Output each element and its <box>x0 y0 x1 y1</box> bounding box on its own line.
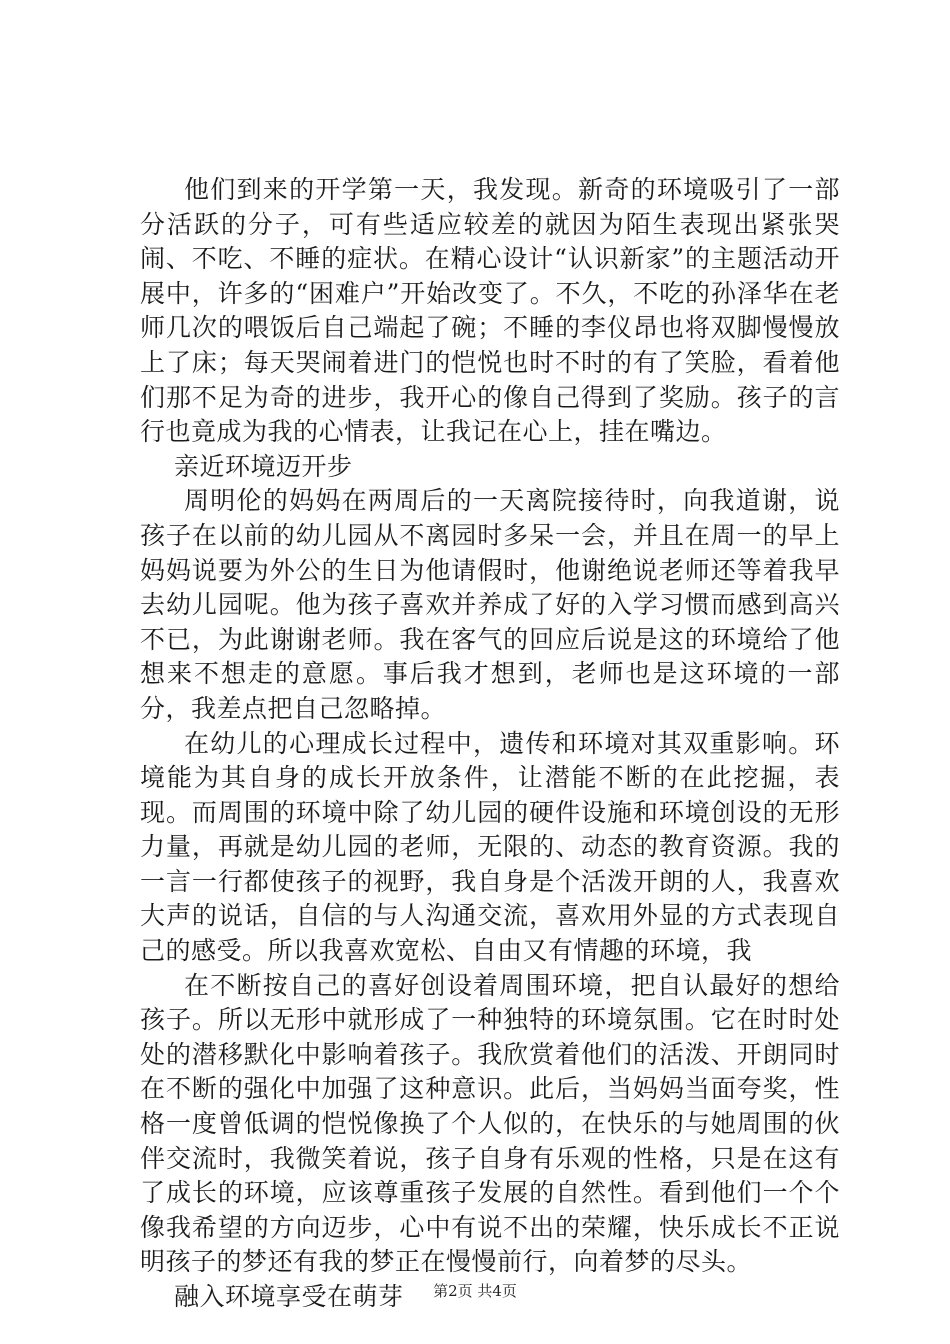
paragraph-parent-thanks: 周明伦的妈妈在两周后的一天离院接待时，向我道谢，说孩子在以前的幼儿园从不离园时多呆一会，并且在周一的早上妈妈说要为外公的生日为他请假时，他谢绝说老师还等着我早去幼儿园呢。他为孩子喜欢并养成了好的入学习惯而感到高兴不已，为此谢谢老师。我在客气的回应后说是这的环境给了他想来不想走的意愿。事后我才想到，老师也是这环境的一部分，我差点把自己忽略掉。 <box>140 486 840 723</box>
section-heading-approach-environment: 亲近环境迈开步 <box>174 451 353 481</box>
section-heading-integrate-environment: 融入环境享受在萌芽 <box>174 1282 404 1311</box>
page-number-footer: 第2页 共4页 <box>433 1282 517 1300</box>
paragraph-heredity-environment: 在幼儿的心理成长过程中，遗传和环境对其双重影响。环境能为其自身的成长开放条件，让潜能不断的在此挖掘，表现。而周围的环境中除了幼儿园的硬件设施和环境创设的无形力量，再就是幼儿园的老师，无限的、动态的教育资源。我的一言一行都使孩子的视野，我自身是个活泼开朗的人，我喜欢大声的说话，自信的与人沟通交流，喜欢用外显的方式表现自己的感受。所以我喜欢宽松、自由又有情趣的环境，我 <box>140 728 840 966</box>
paragraph-creating-environment: 在不断按自己的喜好创设着周围环境，把自认最好的想给孩子。所以无形中就形成了一种独特的环境氛围。它在时时处处的潜移默化中影响着孩子。我欣赏着他们的活泼、开朗同时在不断的强化中加强了这种意识。此后，当妈妈当面夸奖，性格一度曾低调的恺悦像换了个人似的，在快乐的与她周围的伙伴交流时，我微笑着说，孩子自身有乐观的性格，只是在这有了成长的环境，应该尊重孩子发展的自然性。看到他们一个个像我希望的方向迈步，心中有说不出的荣耀，快乐成长不正说明孩子的梦还有我的梦正在慢慢前行，向着梦的尽头。 <box>140 970 840 1277</box>
document-body <box>140 173 840 1315</box>
paragraph-first-day: 他们到来的开学第一天，我发现。新奇的环境吸引了一部分活跃的分子，可有些适应较差的就因为陌生表现出紧张哭闹、不吃、不睡的症状。在精心设计“认识新家”的主题活动开展中，许多的“困难户”开始改变了。不久，不吃的孙泽华在老师几次的喂饭后自己端起了碗；不睡的李仪昂也将双脚慢慢放上了床；每天哭闹着进门的恺悦也时不时的有了笑脸，看着他们那不足为奇的进步，我开心的像自己得到了奖励。孩子的言行也竟成为我的心情表，让我记在心上，挂在嘴边。 <box>140 175 840 447</box>
